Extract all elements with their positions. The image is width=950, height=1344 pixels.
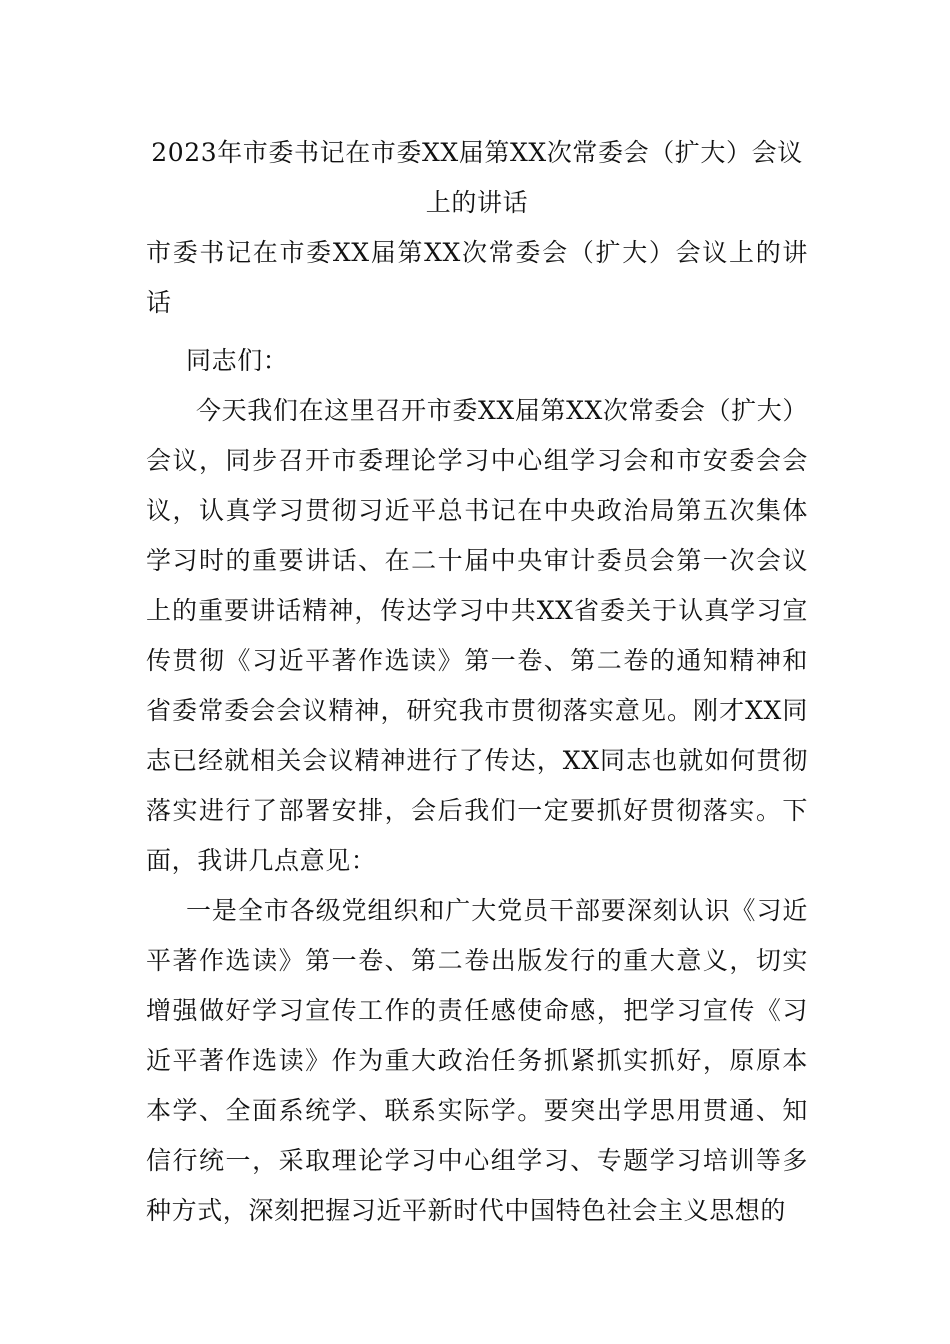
paragraph-opening: 今天我们在这里召开市委XX届第XX次常委会（扩大）会议，同步召开市委理论学习中心组学习会和市安委会会议，认真学习贯彻习近平总书记在中央政治局第五次集体学习时的重要讲话、在二十届中央审计委员会第一次会议上的重要讲话精神，传达学习中共XX省委关于认真学习宣传贯彻《习近平著作选读》第一卷、第二卷的通知精神和省委常委会会议精神，研究我市贯彻落实意见。刚才XX同志已经就相关会议精神进行了传达，XX同志也就如何贯彻落实进行了部署安排，会后我们一定要抓好贯彻落实。下面，我讲几点意见： [146,396,808,875]
paragraph-point-one: 一是全市各级党组织和广大党员干部要深刻认识《习近平著作选读》第一卷、第二卷出版发行的重大意义，切实增强做好学习宣传工作的责任感使命感，把学习宣传《习近平著作选读》作为重大政治任务抓紧抓实抓好，原原本本学、全面系统学、联系实际学。要突出学思用贯通、知信行统一，采取理论学习中心组学习、专题学习培训等多种方式，深刻把握习近平新时代中国特色社会主义思想的 [146,896,808,1225]
salutation: 同志们： [186,346,289,375]
document-subtitle: 市委书记在市委XX届第XX次常委会（扩大）会议上的讲话 [146,238,808,317]
document-title: 2023年市委书记在市委XX届第XX次常委会（扩大）会议上的讲话 [151,138,803,217]
document-body [146,128,808,1236]
